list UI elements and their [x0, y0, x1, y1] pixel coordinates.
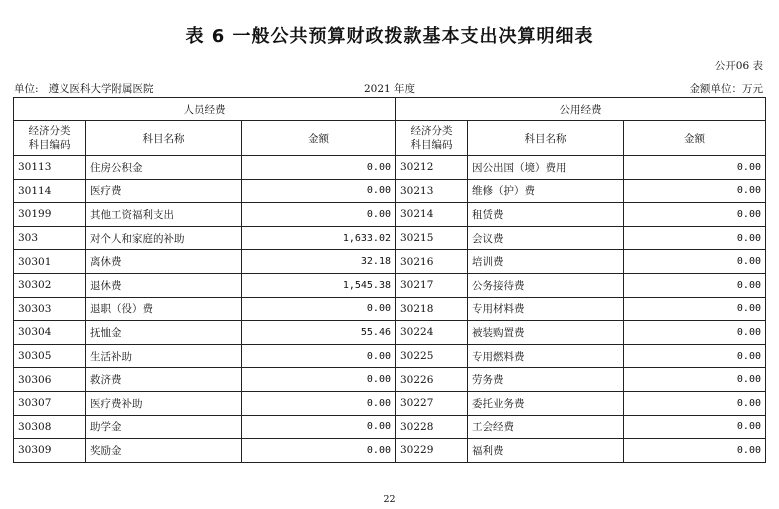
- table-row: [14, 321, 766, 345]
- section-header-row: [14, 98, 766, 121]
- table-row: [14, 368, 766, 392]
- cell-right-name: 劳务费: [468, 368, 624, 392]
- header-code-line2: 科目编码: [28, 139, 71, 151]
- table-row: [14, 297, 766, 321]
- cell-right-code: 30224: [396, 321, 468, 345]
- cell-left-name: 其他工资福利支出: [86, 203, 242, 227]
- table-row: [14, 415, 766, 439]
- page-number: 22: [383, 494, 396, 505]
- table-row: [14, 250, 766, 274]
- cell-right-amount: 0.00: [624, 250, 766, 274]
- table-row: [14, 156, 766, 180]
- header-code-line1: 经济分类: [410, 125, 453, 137]
- cell-left-amount: 0.00: [242, 368, 396, 392]
- cell-left-code: 30309: [14, 439, 86, 463]
- cell-left-name: 抚恤金: [86, 321, 242, 345]
- cell-left-amount: 0.00: [242, 391, 396, 415]
- header-amount-right: 金额: [624, 121, 766, 156]
- cell-right-code: 30229: [396, 439, 468, 463]
- cell-left-amount: 55.46: [242, 321, 396, 345]
- cell-right-amount: 0.00: [624, 203, 766, 227]
- section-personnel: 人员经费: [14, 98, 396, 121]
- cell-left-name: 生活补助: [86, 344, 242, 368]
- section-public: 公用经费: [396, 98, 766, 121]
- cell-right-name: 专用材料费: [468, 297, 624, 321]
- cell-left-amount: 0.00: [242, 156, 396, 180]
- cell-left-code: 30303: [14, 297, 86, 321]
- column-header-row: [14, 121, 766, 156]
- cell-left-name: 奖励金: [86, 439, 242, 463]
- cell-right-code: 30226: [396, 368, 468, 392]
- cell-left-code: 30301: [14, 250, 86, 274]
- cell-left-name: 退休费: [86, 273, 242, 297]
- header-code-right: [396, 121, 468, 156]
- cell-right-code: 30212: [396, 156, 468, 180]
- cell-right-name: 培训费: [468, 250, 624, 274]
- cell-right-amount: 0.00: [624, 439, 766, 463]
- unit-label: 单位:: [14, 83, 39, 95]
- cell-right-amount: 0.00: [624, 273, 766, 297]
- cell-left-amount: 0.00: [242, 203, 396, 227]
- cell-right-code: 30213: [396, 179, 468, 203]
- cell-right-amount: 0.00: [624, 344, 766, 368]
- cell-left-code: 30307: [14, 391, 86, 415]
- table-row: [14, 273, 766, 297]
- cell-right-code: 30217: [396, 273, 468, 297]
- cell-left-amount: 32.18: [242, 250, 396, 274]
- expenditure-table: [13, 97, 766, 463]
- cell-left-code: 303: [14, 226, 86, 250]
- cell-left-code: 30199: [14, 203, 86, 227]
- table-row: [14, 391, 766, 415]
- cell-right-name: 租赁费: [468, 203, 624, 227]
- cell-left-amount: 0.00: [242, 415, 396, 439]
- form-number: 公开06 表: [714, 60, 763, 72]
- cell-left-amount: 0.00: [242, 179, 396, 203]
- table-row: [14, 226, 766, 250]
- header-code-line1: 经济分类: [28, 125, 71, 137]
- cell-left-code: 30305: [14, 344, 86, 368]
- cell-right-code: 30227: [396, 391, 468, 415]
- cell-right-code: 30215: [396, 226, 468, 250]
- cell-left-code: 30306: [14, 368, 86, 392]
- cell-right-code: 30225: [396, 344, 468, 368]
- money-unit: 金额单位：万元: [689, 83, 763, 95]
- cell-right-code: 30214: [396, 203, 468, 227]
- cell-left-name: 对个人和家庭的补助: [86, 226, 242, 250]
- cell-right-name: 福利费: [468, 439, 624, 463]
- cell-right-amount: 0.00: [624, 391, 766, 415]
- page-title: 表 6 一般公共预算财政拨款基本支出决算明细表: [185, 26, 594, 47]
- header-name-right: 科目名称: [468, 121, 624, 156]
- cell-right-amount: 0.00: [624, 226, 766, 250]
- cell-left-amount: 0.00: [242, 297, 396, 321]
- cell-left-amount: 1,545.38: [242, 273, 396, 297]
- cell-right-name: 公务接待费: [468, 273, 624, 297]
- cell-right-name: 被装购置费: [468, 321, 624, 345]
- header-code-line2: 科目编码: [410, 139, 453, 151]
- cell-left-name: 医疗费补助: [86, 391, 242, 415]
- cell-left-name: 住房公积金: [86, 156, 242, 180]
- cell-right-code: 30218: [396, 297, 468, 321]
- cell-left-name: 离休费: [86, 250, 242, 274]
- cell-left-name: 医疗费: [86, 179, 242, 203]
- cell-right-code: 30216: [396, 250, 468, 274]
- cell-right-name: 专用燃料费: [468, 344, 624, 368]
- cell-left-code: 30113: [14, 156, 86, 180]
- cell-right-code: 30228: [396, 415, 468, 439]
- cell-right-amount: 0.00: [624, 156, 766, 180]
- cell-right-amount: 0.00: [624, 415, 766, 439]
- header-amount-left: 金额: [242, 121, 396, 156]
- cell-left-name: 退职（役）费: [86, 297, 242, 321]
- table-row: [14, 179, 766, 203]
- table-row: [14, 203, 766, 227]
- cell-left-name: 助学金: [86, 415, 242, 439]
- cell-left-code: 30302: [14, 273, 86, 297]
- fiscal-year: 2021 年度: [363, 83, 416, 95]
- cell-right-name: 会议费: [468, 226, 624, 250]
- cell-right-name: 工会经费: [468, 415, 624, 439]
- cell-right-name: 因公出国（境）费用: [468, 156, 624, 180]
- cell-left-amount: 0.00: [242, 439, 396, 463]
- unit-name: 遵义医科大学附属医院: [48, 83, 154, 95]
- header-name-left: 科目名称: [86, 121, 242, 156]
- table-row: [14, 439, 766, 463]
- cell-right-amount: 0.00: [624, 321, 766, 345]
- cell-left-amount: 0.00: [242, 344, 396, 368]
- table-row: [14, 344, 766, 368]
- cell-right-name: 维修（护）费: [468, 179, 624, 203]
- header-code-left: [14, 121, 86, 156]
- cell-left-code: 30308: [14, 415, 86, 439]
- cell-right-name: 委托业务费: [468, 391, 624, 415]
- cell-left-code: 30114: [14, 179, 86, 203]
- cell-left-name: 救济费: [86, 368, 242, 392]
- cell-right-amount: 0.00: [624, 297, 766, 321]
- cell-right-amount: 0.00: [624, 368, 766, 392]
- cell-left-code: 30304: [14, 321, 86, 345]
- cell-left-amount: 1,633.02: [242, 226, 396, 250]
- cell-right-amount: 0.00: [624, 179, 766, 203]
